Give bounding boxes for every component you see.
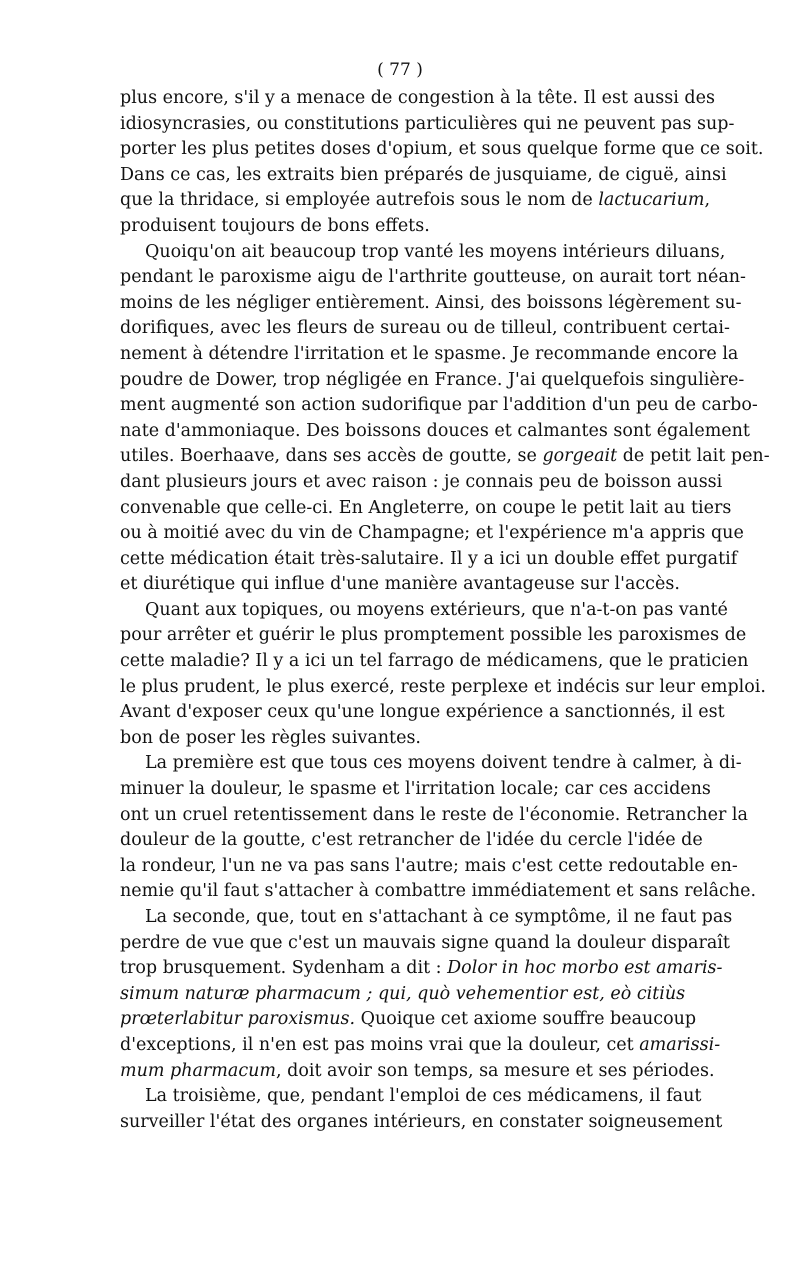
book-page xyxy=(120,58,770,1135)
text-line: pour arrêter et guérir le plus promptement possible les paroxismes de xyxy=(120,625,747,646)
italic-phrase: prœterlabitur paroxismus. xyxy=(120,1009,356,1030)
text-line: cette médication était très-salutaire. Il y a ici un double effet purgatif xyxy=(120,548,738,569)
text-line: La troisième, que, pendant l'emploi de ces médicamens, il faut xyxy=(145,1086,702,1107)
text-line: que la thridace, si employée autrefois sous le nom de lactucarium, xyxy=(120,190,711,211)
text-line: la rondeur, l'un ne va pas sans l'autre; mais c'est cette redoutable en- xyxy=(120,855,738,876)
paragraph xyxy=(120,1084,723,1135)
text-line: Quant aux topiques, ou moyens extérieurs, que n'a-t-on pas vanté xyxy=(145,599,728,620)
page-number: ( 77 ) xyxy=(377,60,423,80)
text-line: La seconde, que, tout en s'attachant à ce symptôme, il ne faut pas xyxy=(145,907,733,927)
paragraph xyxy=(120,905,733,1084)
text-line: d'exceptions, il n'en est pas moins vrai que la douleur, cet amarissi- xyxy=(120,1034,721,1055)
text-line: trop brusquement. Sydenham a dit : Dolor in hoc morbo est amaris- xyxy=(120,958,723,979)
text-line: nate d'ammoniaque. Des boissons douces et calmantes sont également xyxy=(120,420,750,441)
text-line: mum pharmacum, doit avoir son temps, sa mesure et ses périodes. xyxy=(120,1060,715,1081)
text-line: idiosyncrasies, ou constitutions particulières qui ne peuvent pas sup- xyxy=(120,113,735,134)
text-line: dant plusieurs jours et avec raison : je connais peu de boisson aussi xyxy=(120,471,723,492)
italic-phrase: lactucarium xyxy=(598,190,705,211)
paragraph xyxy=(120,751,757,905)
paragraph xyxy=(120,86,764,240)
paragraph xyxy=(120,598,766,752)
italic-phrase: gorgeait xyxy=(542,446,618,467)
text-line xyxy=(120,982,686,1008)
text-line: le plus prudent, le plus exercé, reste perplexe et indécis sur leur emploi. xyxy=(120,676,766,697)
text-line: convenable que celle-ci. En Angleterre, on coupe le petit lait au tiers xyxy=(120,497,732,518)
text-line: prœterlabitur paroxismus. Quoique cet axiome souffre beaucoup xyxy=(120,1009,697,1030)
text-line: bon de poser les règles suivantes. xyxy=(120,727,421,748)
text-line: La première est que tous ces moyens doivent tendre à calmer, à di- xyxy=(145,753,742,774)
text-line: douleur de la goutte, c'est retrancher de l'idée du cercle l'idée de xyxy=(120,830,703,851)
text-line: porter les plus petites doses d'opium, et sous quelque forme que ce soit. xyxy=(120,139,764,160)
text-line: surveiller l'état des organes intérieurs, en constater soigneusement xyxy=(120,1111,723,1132)
text-line: poudre de Dower, trop négligée en France. J'ai quelquefois singulière- xyxy=(120,369,745,390)
italic-phrase: Dolor in hoc morbo est amaris- xyxy=(447,958,723,979)
text-line: Avant d'exposer ceux qu'une longue expérience a sanctionnés, il est xyxy=(120,702,725,723)
text-line: nemie qu'il faut s'attacher à combattre immédiatement et sans relâche. xyxy=(120,881,757,902)
text-line: ment augmenté son action sudorifique par l'addition d'un peu de carbo- xyxy=(120,395,758,416)
italic-phrase: simum naturæ pharmacum ; qui, quò vehementior est, eò citiùs xyxy=(120,983,686,1004)
text-line: dorifiques, avec les fleurs de sureau ou de tilleul, contribuent certai- xyxy=(120,318,730,339)
text-line: ou à moitié avec du vin de Champagne; et l'expérience m'a appris que xyxy=(120,523,744,544)
text-line: perdre de vue que c'est un mauvais signe quand la douleur disparaît xyxy=(120,932,730,953)
text-line: Quoiqu'on ait beaucoup trop vanté les moyens intérieurs diluans, xyxy=(145,241,726,262)
text-line: utiles. Boerhaave, dans ses accès de goutte, se gorgeait de petit lait pen- xyxy=(120,446,770,467)
italic-phrase: amarissi- xyxy=(639,1034,721,1055)
text-line: produisent toujours de bons effets. xyxy=(120,215,430,236)
text-line: ont un cruel retentissement dans le reste de l'économie. Retrancher la xyxy=(120,804,748,825)
italic-phrase: mum pharmacum xyxy=(120,1060,276,1081)
text-line: cette maladie? Il y a ici un tel farrago de médicamens, que le praticien xyxy=(120,651,749,672)
text-line: et diurétique qui influe d'une manière avantageuse sur l'accès. xyxy=(120,574,680,595)
paragraph xyxy=(120,240,770,598)
text-line: moins de les négliger entièrement. Ainsi, des boissons légèrement su- xyxy=(120,292,742,313)
body-text xyxy=(120,86,770,1135)
text-line: pendant le paroxisme aigu de l'arthrite goutteuse, on aurait tort néan- xyxy=(120,267,746,288)
text-line: nement à détendre l'irritation et le spasme. Je recommande encore la xyxy=(120,343,739,364)
text-line: plus encore, s'il y a menace de congestion à la tête. Il est aussi des xyxy=(120,88,715,108)
text-line: minuer la douleur, le spasme et l'irritation locale; car ces accidens xyxy=(120,779,711,800)
text-line: Dans ce cas, les extraits bien préparés de jusquiame, de ciguë, ainsi xyxy=(120,164,727,185)
